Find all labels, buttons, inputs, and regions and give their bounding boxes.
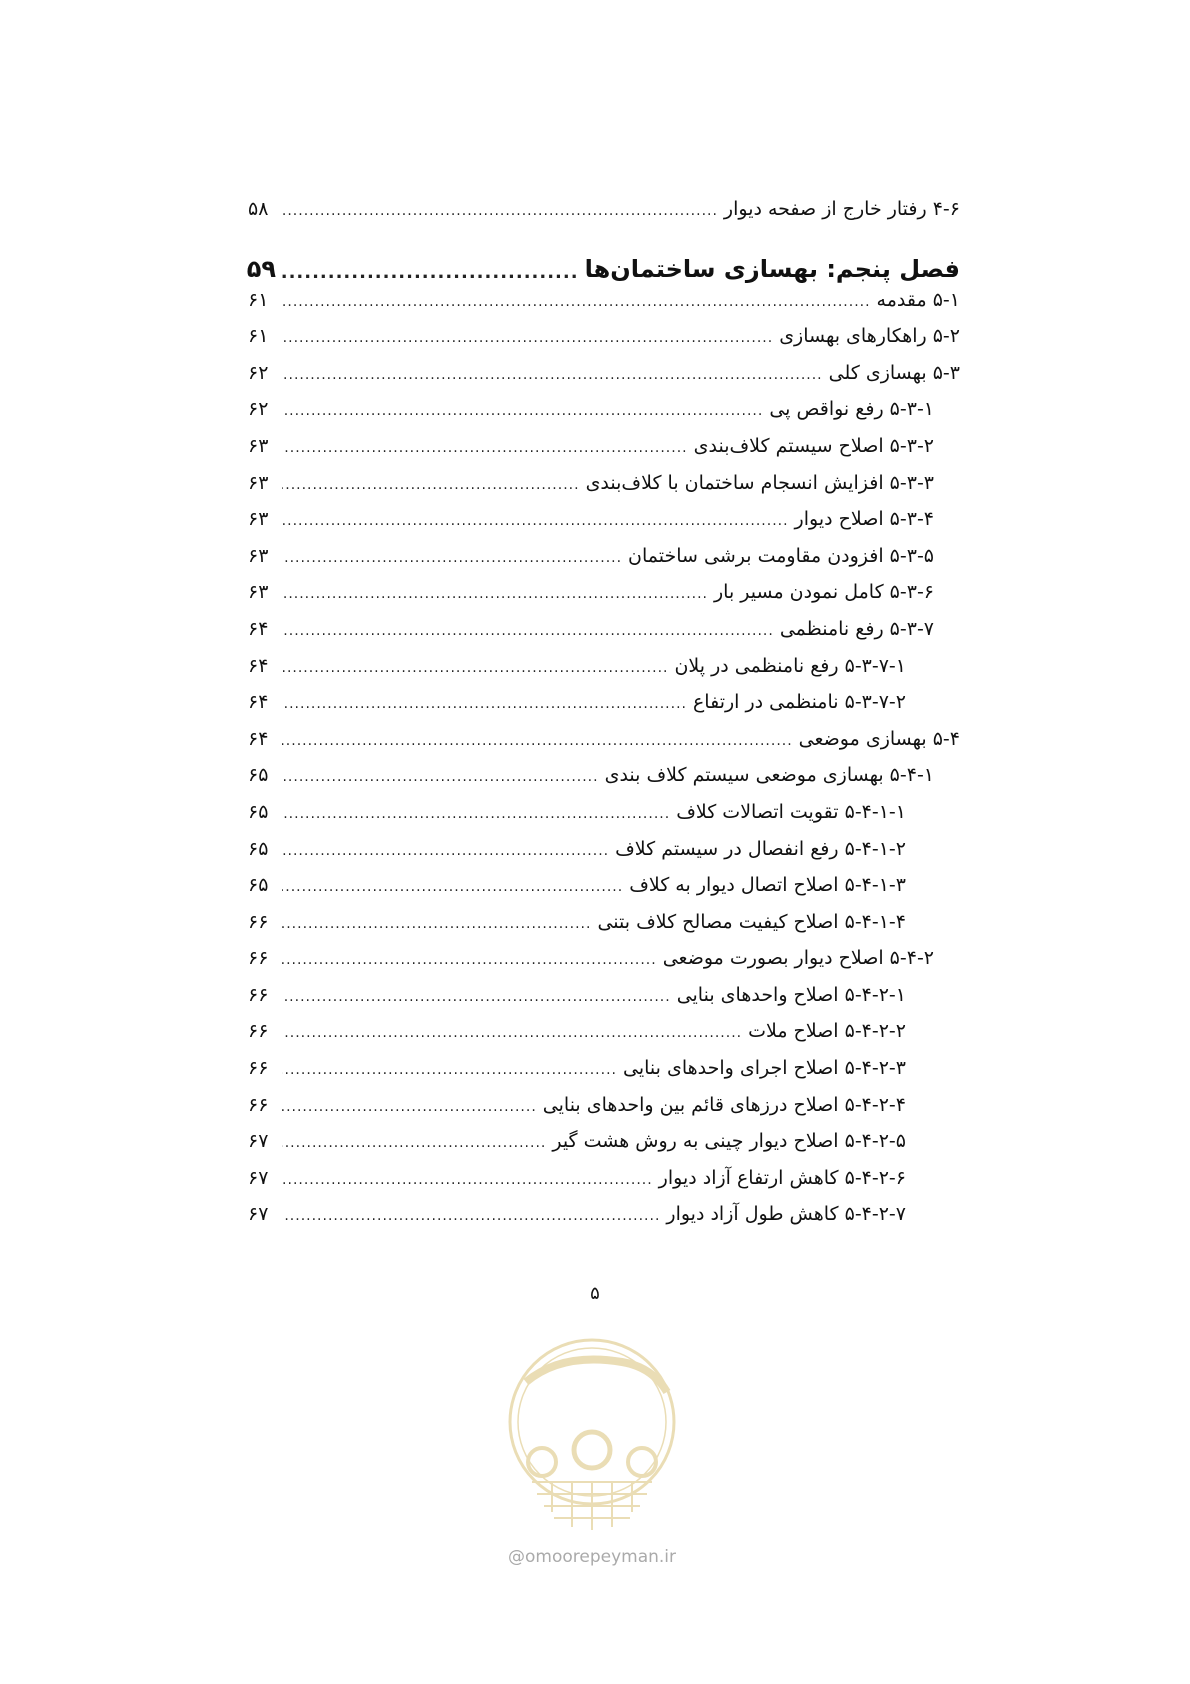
toc-entry [248, 398, 960, 435]
toc-entry-title: ۵-۳ بهسازی کلی [828, 361, 960, 384]
toc-leader-dots [282, 367, 823, 383]
toc-page-number: ۶۳ [248, 508, 269, 531]
toc-entry-title: ۵-۳-۷ رفع نامنظمی [779, 617, 934, 640]
toc-leader-dots [282, 1172, 653, 1188]
page-number: ۵ [590, 1283, 600, 1304]
toc-page-number: ۶۵ [248, 764, 269, 787]
toc-leader-dots [282, 879, 623, 895]
watermark-logo [492, 1322, 692, 1572]
toc-page-number: ۵۹ [246, 254, 276, 283]
toc-entry [248, 655, 960, 692]
toc-leader-dots [282, 1208, 660, 1224]
toc-entry [248, 581, 960, 618]
toc-leader-dots [282, 513, 789, 529]
toc-entry-title: ۵-۴-۱-۳ اصلاح اتصال دیوار به کلاف [629, 874, 906, 897]
toc-page-number: ۶۱ [248, 288, 269, 311]
toc-entry [248, 728, 960, 765]
toc-page-number: ۶۶ [248, 910, 269, 933]
toc-leader-dots [282, 440, 688, 456]
toc-page-number: ۶۲ [248, 398, 269, 421]
toc-entry-title: ۵-۳-۷-۲ نامنظمی در ارتفاع [692, 691, 906, 714]
toc-leader-dots [282, 843, 609, 859]
toc-entry [248, 1057, 960, 1094]
toc-leader-dots [282, 1099, 537, 1115]
toc-entry [248, 911, 960, 948]
toc-page-number: ۶۳ [248, 544, 269, 567]
watermark-site-text: @omoorepeyman.ir [507, 1547, 677, 1567]
toc-leader-dots [282, 477, 580, 493]
toc-entry-title: فصل پنجم: بهسازی ساختمان‌ها [584, 254, 960, 283]
toc-entry [248, 764, 960, 801]
toc-leader-dots [282, 660, 668, 676]
toc-leader-dots [282, 586, 708, 602]
toc-entry [248, 947, 960, 984]
toc-leader-dots [282, 1025, 742, 1041]
toc-entry [248, 508, 960, 545]
toc-entry-title: ۵-۳-۶ کامل نمودن مسیر بار [714, 581, 934, 604]
toc-page-number: ۶۶ [248, 983, 269, 1006]
toc-entry [248, 435, 960, 472]
toc-page-number: ۶۴ [248, 727, 269, 750]
toc-page-number: ۶۶ [248, 947, 269, 970]
toc-page-number: ۶۴ [248, 654, 269, 677]
toc-entry [248, 691, 960, 728]
toc-page-number: ۶۷ [248, 1166, 269, 1189]
toc-entry [248, 1203, 960, 1240]
toc-page-number: ۶۳ [248, 471, 269, 494]
toc-leader-dots [282, 294, 871, 310]
toc-entry-title: ۵-۴-۲-۴ اصلاح درزهای قائم بین واحدهای بنایی [542, 1093, 906, 1116]
toc-entry [248, 1094, 960, 1131]
toc-leader-dots [282, 330, 773, 346]
toc-leader-dots [282, 1062, 617, 1078]
toc-entry [248, 472, 960, 509]
toc-entry-title: ۵-۴-۲-۳ اصلاح اجرای واحدهای بنایی [622, 1057, 906, 1080]
toc-page-number: ۵۸ [248, 198, 269, 220]
toc-page-number: ۶۴ [248, 617, 269, 640]
toc-page-number: ۶۲ [248, 361, 269, 384]
toc-leader-dots [282, 696, 687, 712]
toc-entry [248, 198, 960, 235]
toc-entry [248, 984, 960, 1021]
toc-entry-title: ۵-۴ بهسازی موضعی [798, 727, 960, 750]
toc-leader-dots [282, 262, 579, 283]
toc-page-number: ۶۶ [248, 1057, 269, 1080]
toc-page-number: ۶۴ [248, 691, 269, 714]
toc-page-number: ۶۷ [248, 1203, 269, 1226]
toc-entry-title: ۵-۴-۱-۱ تقویت اتصالات کلاف [676, 800, 906, 823]
toc-leader-dots [282, 769, 599, 785]
toc-chapter-heading [248, 235, 960, 289]
toc-entry [248, 618, 960, 655]
toc-entry-title: ۵-۳-۳ افزایش انسجام ساختمان با کلاف‌بندی [585, 471, 934, 494]
toc-entry [248, 874, 960, 911]
toc-entry [248, 1130, 960, 1167]
toc-entry-title: ۵-۴-۱ بهسازی موضعی سیستم کلاف بندی [604, 764, 934, 787]
toc-leader-dots [282, 550, 622, 566]
toc-entry [248, 1020, 960, 1057]
toc-page-number: ۶۳ [248, 434, 269, 457]
toc-leader-dots [282, 1135, 546, 1151]
toc-page-number: ۶۱ [248, 325, 269, 348]
toc-leader-dots [282, 806, 670, 822]
table-of-contents [248, 198, 960, 1240]
toc-leader-dots [282, 623, 774, 639]
toc-page-number: ۶۵ [248, 837, 269, 860]
toc-entry-title: ۵-۲ راهکارهای بهسازی [779, 325, 960, 348]
toc-entry-title: ۵-۳-۱ رفع نواقص پی [769, 398, 934, 421]
toc-entry [248, 289, 960, 326]
toc-entry-title: ۵-۳-۲ اصلاح سیستم کلاف‌بندی [693, 434, 934, 457]
toc-leader-dots [282, 952, 657, 968]
toc-entry [248, 325, 960, 362]
toc-page-number: ۶۶ [248, 1020, 269, 1043]
toc-entry-title: ۵-۴-۲ اصلاح دیوار بصورت موضعی [662, 947, 934, 970]
toc-leader-dots [282, 989, 671, 1005]
toc-entry-title: ۵-۴-۲-۱ اصلاح واحدهای بنایی [676, 983, 906, 1006]
toc-leader-dots [282, 403, 763, 419]
toc-entry-title: ۵-۳-۵ افزودن مقاومت برشی ساختمان [628, 544, 934, 567]
toc-entry [248, 362, 960, 399]
toc-entry-title: ۴-۶ رفتار خارج از صفحه دیوار [723, 198, 960, 220]
toc-entry-title: ۵-۴-۱-۴ اصلاح کیفیت مصالح کلاف بتنی [597, 910, 906, 933]
toc-entry-title: ۵-۴-۱-۲ رفع انفصال در سیستم کلاف [615, 837, 906, 860]
toc-entry-title: ۵-۳-۴ اصلاح دیوار [794, 508, 934, 531]
toc-entry-title: ۵-۴-۲-۷ کاهش طول آزاد دیوار [666, 1203, 906, 1226]
toc-entry [248, 1167, 960, 1204]
toc-page-number: ۶۶ [248, 1093, 269, 1116]
toc-page-number: ۶۳ [248, 581, 269, 604]
toc-entry-title: ۵-۴-۲-۵ اصلاح دیوار چینی به روش هشت گیر [552, 1130, 906, 1153]
toc-entry [248, 838, 960, 875]
toc-entry-title: ۵-۴-۲-۶ کاهش ارتفاع آزاد دیوار [658, 1166, 906, 1189]
toc-page-number: ۶۵ [248, 874, 269, 897]
toc-entry-title: ۵-۴-۲-۲ اصلاح ملات [748, 1020, 906, 1043]
toc-leader-dots [282, 916, 591, 932]
toc-entry-title: ۵-۳-۷-۱ رفع نامنظمی در پلان [674, 654, 906, 677]
toc-page-number: ۶۵ [248, 800, 269, 823]
toc-page-number: ۶۷ [248, 1130, 269, 1153]
toc-entry [248, 545, 960, 582]
toc-entry [248, 801, 960, 838]
toc-leader-dots [282, 733, 793, 749]
toc-leader-dots [282, 203, 718, 219]
toc-entry-title: ۵-۱ مقدمه [876, 288, 960, 311]
